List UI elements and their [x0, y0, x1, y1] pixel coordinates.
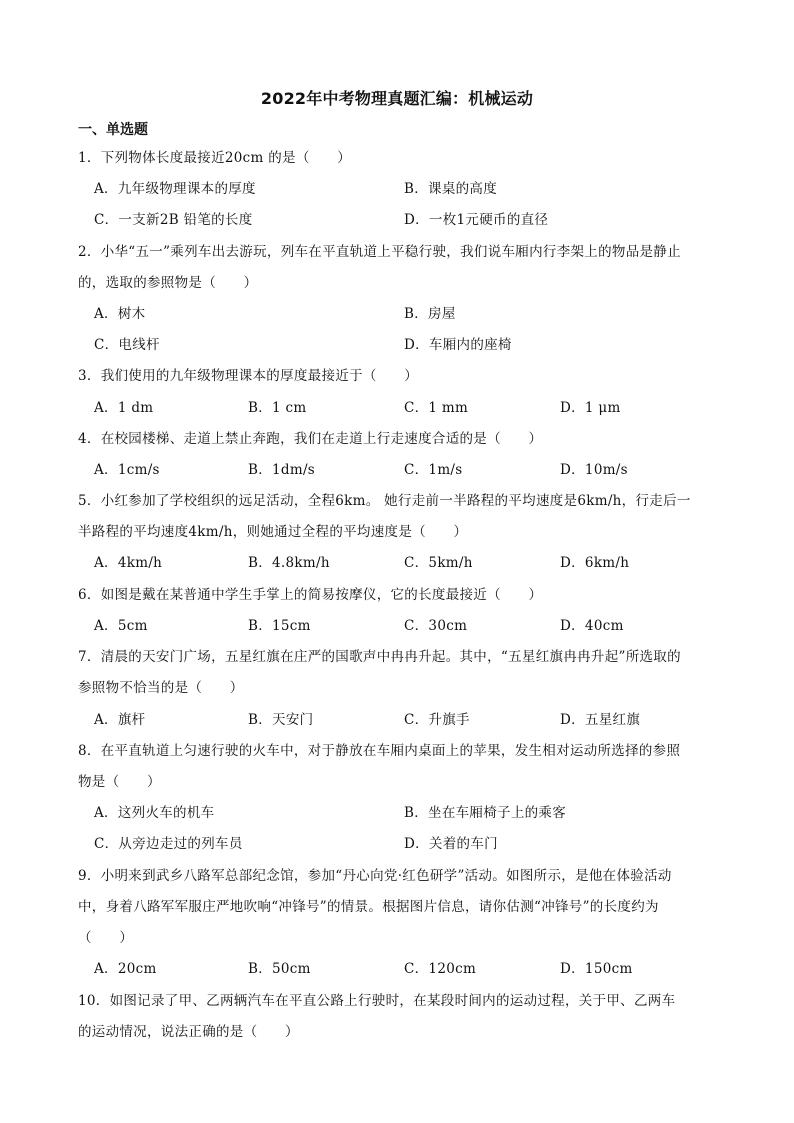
question-3-option-d: D．1 μm: [560, 400, 621, 416]
question-4-option-a: A．1cm/s: [94, 462, 160, 478]
question-3-option-a: A．1 dm: [94, 400, 154, 416]
question-6-option-a: A．5cm: [94, 618, 148, 634]
question-9-text-line2: 中，身着八路军军服庄严地吹响“冲锋号”的情景。根据图片信息，请你估测“冲锋号”的长度约为: [78, 899, 659, 915]
question-3-option-b: B．1 cm: [248, 400, 307, 416]
question-7-option-b: B．天安门: [248, 712, 314, 728]
question-8-option-b: B．坐在车厢椅子上的乘客: [404, 805, 567, 821]
question-2-option-b: B．房屋: [404, 306, 456, 322]
question-5-option-d: D．6km/h: [560, 555, 630, 571]
question-7-option-d: D．五星红旗: [560, 712, 641, 728]
page-title: 2022年中考物理真题汇编：机械运动: [260, 89, 534, 108]
question-6-option-d: D．40cm: [560, 618, 624, 634]
question-8-option-c: C．从旁边走过的列车员: [94, 836, 243, 852]
question-3-option-c: C．1 mm: [404, 400, 469, 416]
question-3-text: 3．我们使用的九年级物理课本的厚度最接近于（ ）: [78, 368, 419, 384]
question-5-text-line2: 半路程的平均速度4km/h，则她通过全程的平均速度是（ ）: [78, 524, 468, 540]
question-8-text-line2: 物是（ ）: [78, 774, 161, 790]
question-10-text-line1: 10．如图记录了甲、乙两辆汽车在平直公路上行驶时，在某段时间内的运动过程，关于甲、乙两车: [78, 993, 676, 1009]
question-2-option-a: A．树木: [94, 306, 146, 322]
question-7-option-a: A．旗杆: [94, 712, 146, 728]
section-heading: 一、单选题: [78, 122, 148, 138]
question-7-text-line1: 7．清晨的天安门广场，五星红旗在庄严的国歌声中冉冉升起。其中，“五星红旗冉冉升起”所选取的: [78, 649, 681, 665]
question-2-option-c: C．电线杆: [94, 337, 160, 353]
question-2-option-d: D．车厢内的座椅: [404, 337, 512, 353]
question-9-option-c: C．120cm: [404, 961, 477, 977]
question-1-option-b: B．课桌的高度: [404, 181, 498, 197]
question-4-text: 4．在校园楼梯、走道上禁止奔跑，我们在走道上行走速度合适的是（ ）: [78, 431, 543, 447]
question-1-option-c: C．一支新2B 铅笔的长度: [94, 212, 253, 228]
question-4-option-d: D．10m/s: [560, 462, 628, 478]
question-7-text-line2: 参照物不恰当的是（ ）: [78, 680, 244, 696]
question-5-option-b: B．4.8km/h: [248, 555, 330, 571]
question-6-text: 6．如图是戴在某普通中学生手掌上的简易按摩仪，它的长度最接近（ ）: [78, 587, 543, 603]
question-9-option-d: D．150cm: [560, 961, 633, 977]
question-9-option-a: A．20cm: [94, 961, 157, 977]
question-9-option-b: B．50cm: [248, 961, 311, 977]
question-1-option-d: D．一枚1元硬币的直径: [404, 212, 549, 228]
question-4-option-b: B．1dm/s: [248, 462, 316, 478]
question-5-option-a: A．4km/h: [94, 555, 163, 571]
question-5-text-line1: 5．小红参加了学校组织的远足活动，全程6km。 她行走前一半路程的平均速度是6km/h，行走后一: [78, 493, 691, 509]
question-10-text-line2: 的运动情况，说法正确的是（ ）: [78, 1024, 299, 1040]
question-8-text-line1: 8．在平直轨道上匀速行驶的火车中，对于静放在车厢内桌面上的苹果，发生相对运动所选择的参照: [78, 743, 681, 759]
question-9-text-line3: （ ）: [78, 930, 134, 946]
question-1-option-a: A．九年级物理课本的厚度: [94, 181, 256, 197]
question-5-option-c: C．5km/h: [404, 555, 473, 571]
question-6-option-b: B．15cm: [248, 618, 311, 634]
question-6-option-c: C．30cm: [404, 618, 468, 634]
question-1-text: 1．下列物体长度最接近20cm 的是（ ）: [78, 150, 352, 166]
question-2-text-line1: 2．小华“五一”乘列车出去游玩，列车在平直轨道上平稳行驶，我们说车厢内行李架上的物品是静止: [78, 244, 681, 260]
question-2-text-line2: 的，选取的参照物是（ ）: [78, 275, 258, 291]
question-9-text-line1: 9．小明来到武乡八路军总部纪念馆，参加“丹心向党·红色研学”活动。如图所示，是他在体验活动: [78, 868, 672, 884]
question-8-option-a: A．这列火车的机车: [94, 805, 215, 821]
question-8-option-d: D．关着的车门: [404, 836, 498, 852]
question-4-option-c: C．1m/s: [404, 462, 463, 478]
question-7-option-c: C．升旗手: [404, 712, 470, 728]
